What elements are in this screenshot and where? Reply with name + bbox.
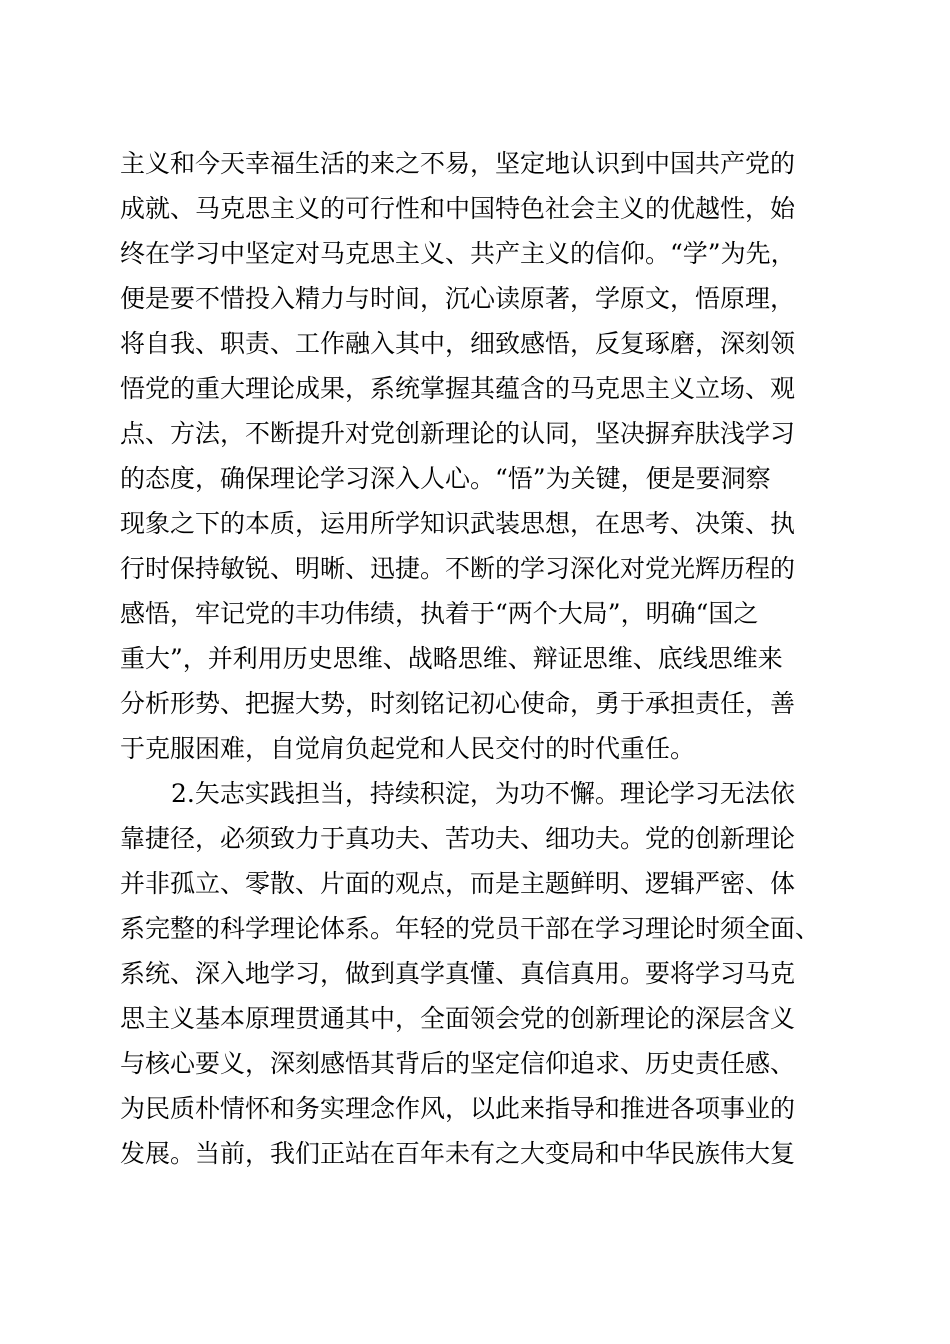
text-line: 的态度，确保理论学习深入人心。“悟”为关键，便是要洞察 (120, 464, 771, 493)
paragraph-heading-line: 2.矢志实践担当，持续积淀，为功不懈。理论学习无法依 (171, 779, 795, 808)
text-line: 于克服困难，自觉肩负起党和人民交付的时代重任。 (120, 734, 696, 763)
text-line: 并非孤立、零散、片面的观点，而是主题鲜明、逻辑严密、体 (120, 869, 796, 898)
text-line: 感悟，牢记党的丰功伟绩，执着于“两个大局”，明确“国之 (120, 599, 759, 628)
text-line: 与核心要义，深刻感悟其背后的坚定信仰追求、历史责任感、 (120, 1049, 796, 1078)
text-line: 现象之下的本质，运用所学知识武装思想，在思考、决策、执 (120, 509, 796, 538)
text-line: 点、方法，不断提升对党创新理论的认同，坚决摒弃肤浅学习 (120, 419, 796, 448)
text-line: 系统、深入地学习，做到真学真懂、真信真用。要将学习马克 (120, 959, 796, 988)
text-line: 重大”，并利用历史思维、战略思维、辩证思维、底线思维来 (120, 644, 783, 673)
text-line: 主义和今天幸福生活的来之不易，坚定地认识到中国共产党的 (120, 149, 796, 178)
text-line: 发展。当前，我们正站在百年未有之大变局和中华民族伟大复 (120, 1139, 796, 1168)
text-line: 成就、马克思主义的可行性和中国特色社会主义的优越性，始 (120, 194, 796, 223)
text-line: 靠捷径，必须致力于真功夫、苦功夫、细功夫。党的创新理论 (120, 824, 796, 853)
text-line: 将自我、职责、工作融入其中，细致感悟，反复琢磨，深刻领 (120, 329, 796, 358)
text-line: 行时保持敏锐、明晰、迅捷。不断的学习深化对党光辉历程的 (120, 554, 796, 583)
text-line: 为民质朴情怀和务实理念作风，以此来指导和推进各项事业的 (120, 1094, 796, 1123)
text-line: 思主义基本原理贯通其中，全面领会党的创新理论的深层含义 (120, 1004, 796, 1033)
text-line: 分析形势、把握大势，时刻铭记初心使命，勇于承担责任，善 (120, 689, 796, 718)
text-line: 便是要不惜投入精力与时间，沉心读原著，学原文，悟原理， (120, 284, 796, 313)
body-text (120, 141, 850, 1176)
text-line: 系完整的科学理论体系。年轻的党员干部在学习理论时须全面、 (120, 914, 821, 943)
text-line: 终在学习中坚定对马克思主义、共产主义的信仰。“学”为先， (120, 239, 796, 268)
text-line: 悟党的重大理论成果，系统掌握其蕴含的马克思主义立场、观 (120, 374, 796, 403)
